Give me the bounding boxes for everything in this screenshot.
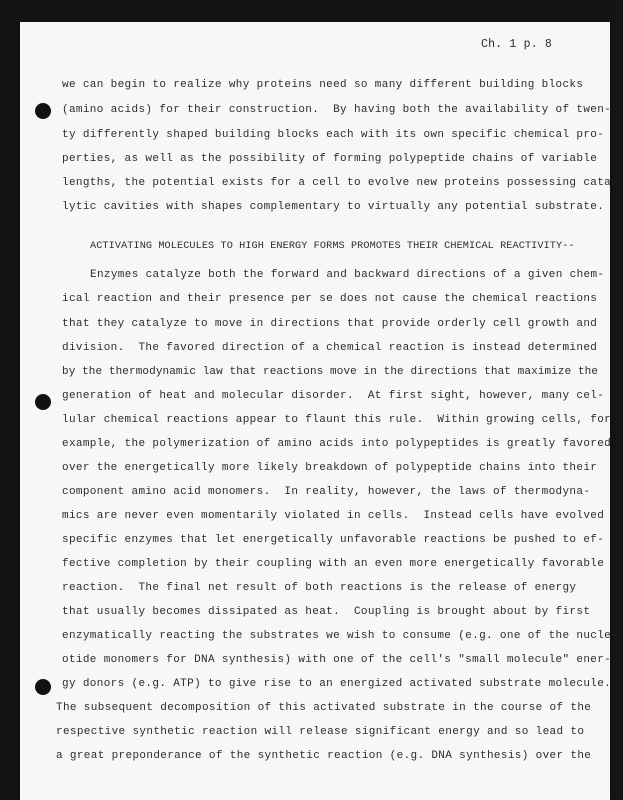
text-line: by the thermodynamic law that reactions move in the directions that maximize the bbox=[62, 366, 599, 378]
text-line: respective synthetic reaction will release significant energy and so lead to bbox=[56, 726, 585, 738]
text-line: component amino acid monomers. In reality, however, the laws of thermodyna- bbox=[62, 486, 591, 498]
text-line: that they catalyze to move in directions that provide orderly cell growth and bbox=[62, 318, 598, 330]
punch-hole-bottom bbox=[35, 679, 51, 695]
text-line: specific enzymes that let energetically unfavorable reactions be pushed to ef- bbox=[62, 534, 605, 546]
page-number: Ch. 1 p. 8 bbox=[480, 38, 552, 51]
text-line: enzymatically reacting the substrates we wish to consume (e.g. one of the nucle- bbox=[62, 630, 619, 642]
text-line: lular chemical reactions appear to flaunt this rule. Within growing cells, for bbox=[62, 414, 612, 426]
text-line: otide monomers for DNA synthesis) with one of the cell's "small molecule" ener- bbox=[62, 654, 612, 666]
text-line: The subsequent decomposition of this activated substrate in the course of the bbox=[56, 702, 592, 714]
text-line: (amino acids) for their construction. By having both the availability of twen- bbox=[62, 104, 612, 116]
section-heading: ACTIVATING MOLECULES TO HIGH ENERGY FORMS PROMOTES THEIR CHEMICAL REACTIVITY-- bbox=[90, 241, 575, 252]
punch-hole-middle bbox=[35, 394, 51, 410]
document-page bbox=[20, 22, 619, 800]
text-line: division. The favored direction of a chemical reaction is instead determined bbox=[62, 342, 598, 354]
text-line: perties, as well as the possibility of forming polypeptide chains of variable bbox=[62, 153, 598, 165]
text-line: mics are never even momentarily violated in cells. Instead cells have evolved bbox=[62, 510, 605, 522]
text-line: ical reaction and their presence per se does not cause the chemical reactions bbox=[62, 293, 598, 305]
text-line: a great preponderance of the synthetic reaction (e.g. DNA synthesis) over the bbox=[56, 750, 592, 762]
text-line: we can begin to realize why proteins need so many different building blocks bbox=[62, 79, 584, 91]
text-line: fective completion by their coupling with an even more energetically favorable bbox=[62, 558, 605, 570]
text-line: example, the polymerization of amino acids into polypeptides is greatly favored bbox=[62, 438, 612, 450]
text-line: lengths, the potential exists for a cell to evolve new proteins possessing cata- bbox=[62, 177, 619, 189]
text-line: over the energetically more likely breakdown of polypeptide chains into their bbox=[62, 462, 598, 474]
text-line: reaction. The final net result of both reactions is the release of energy bbox=[62, 582, 577, 594]
text-line: that usually becomes dissipated as heat. Coupling is brought about by first bbox=[62, 606, 591, 618]
text-line: gy donors (e.g. ATP) to give rise to an energized activated substrate molecule. bbox=[62, 678, 612, 690]
text-line: Enzymes catalyze both the forward and backward directions of a given chem- bbox=[90, 269, 605, 281]
text-line: lytic cavities with shapes complementary to virtually any potential substrate. bbox=[62, 201, 605, 213]
punch-hole-top bbox=[35, 103, 51, 119]
text-line: ty differently shaped building blocks each with its own specific chemical pro- bbox=[62, 129, 605, 141]
text-line: generation of heat and molecular disorder. At first sight, however, many cel- bbox=[62, 390, 605, 402]
